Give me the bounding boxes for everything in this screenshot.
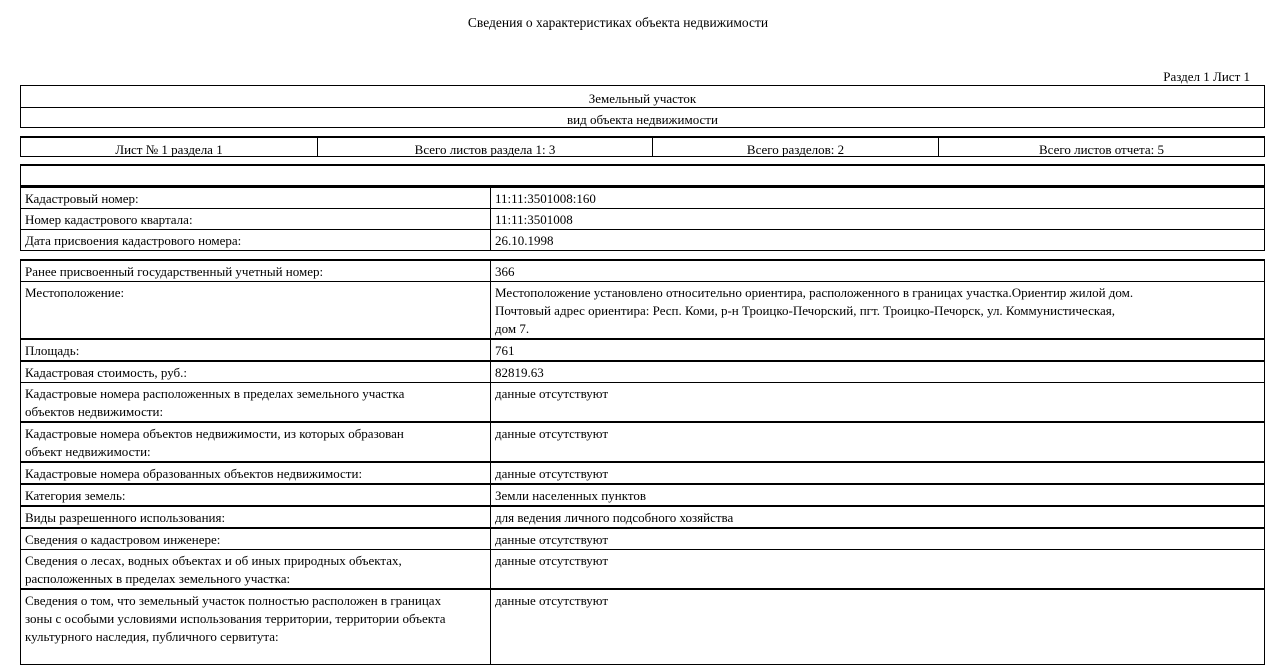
sheet-info-row: [20, 136, 1265, 157]
table-row: [21, 484, 1265, 506]
field-value: 82819.63: [491, 361, 1265, 383]
table-row: [21, 506, 1265, 528]
field-value: Местоположение установлено относительно ориентира, расположенного в границах участка.Ориентир жилой дом. Почтовый адрес ориентира: Респ. Коми, р-н Троицко-Печорский, пгт. Троицко-Печорск, ул. Коммунистическая, дом 7.: [491, 282, 1265, 340]
table-row: [21, 361, 1265, 383]
table-row: [21, 209, 1265, 230]
field-label: Сведения о том, что земельный участок полностью расположен в границах зоны с особыми условиями использования территории, территории объекта культурного наследия, публичного сервитута:: [21, 589, 491, 665]
field-label: Категория земель:: [21, 484, 491, 506]
table-row: [21, 528, 1265, 550]
table-row: [21, 260, 1265, 282]
table-row: [21, 462, 1265, 484]
field-label: Кадастровые номера образованных объектов недвижимости:: [21, 462, 491, 484]
field-label: Ранее присвоенный государственный учетный номер:: [21, 260, 491, 282]
field-value: 11:11:3501008:160: [491, 187, 1265, 209]
field-label: Дата присвоения кадастрового номера:: [21, 230, 491, 251]
field-label: Кадастровые номера объектов недвижимости, из которых образован объект недвижимости:: [21, 422, 491, 462]
total-sections: Всего разделов: 2: [653, 138, 939, 157]
field-value: 11:11:3501008: [491, 209, 1265, 230]
section-sheet-reference: Раздел 1 Лист 1: [1163, 69, 1250, 84]
field-label: Виды разрешенного использования:: [21, 506, 491, 528]
field-value: данные отсутствуют: [491, 528, 1265, 550]
field-value: данные отсутствуют: [491, 589, 1265, 665]
identification-table: [20, 186, 1265, 251]
field-value: данные отсутствуют: [491, 462, 1265, 484]
field-value: 26.10.1998: [491, 230, 1265, 251]
table-row: [21, 230, 1265, 251]
table-row: [21, 339, 1265, 361]
sheet-number: Лист № 1 раздела 1: [21, 138, 318, 157]
field-value: Земли населенных пунктов: [491, 484, 1265, 506]
empty-row: [20, 164, 1265, 186]
field-value: 366: [491, 260, 1265, 282]
field-label: Сведения о кадастровом инженере:: [21, 528, 491, 550]
field-label: Площадь:: [21, 339, 491, 361]
object-type: Земельный участок: [21, 86, 1264, 108]
field-label: Кадастровые номера расположенных в пределах земельного участка объектов недвижимости:: [21, 383, 491, 423]
field-value: данные отсутствуют: [491, 550, 1265, 590]
field-value: данные отсутствуют: [491, 383, 1265, 423]
field-value: 761: [491, 339, 1265, 361]
document-title: Сведения о характеристиках объекта недвижимости: [467, 15, 769, 30]
table-row: [21, 550, 1265, 590]
table-row: [21, 589, 1265, 665]
table-row: [21, 383, 1265, 423]
field-label: Кадастровый номер:: [21, 187, 491, 209]
total-section-sheets: Всего листов раздела 1: 3: [318, 138, 653, 157]
field-label: Местоположение:: [21, 282, 491, 340]
field-label: Сведения о лесах, водных объектах и об иных природных объектах, расположенных в пределах земельного участка:: [21, 550, 491, 590]
table-row: [21, 282, 1265, 340]
object-type-block: [20, 85, 1265, 128]
total-report-sheets: Всего листов отчета: 5: [1038, 142, 1165, 157]
table-row: [21, 422, 1265, 462]
object-type-caption: вид объекта недвижимости: [567, 112, 718, 127]
table-row: [21, 187, 1265, 209]
characteristics-table: [20, 259, 1265, 665]
field-value: для ведения личного подсобного хозяйства: [491, 506, 1265, 528]
field-value: данные отсутствуют: [491, 422, 1265, 462]
field-label: Кадастровая стоимость, руб.:: [21, 361, 491, 383]
field-label: Номер кадастрового квартала:: [21, 209, 491, 230]
